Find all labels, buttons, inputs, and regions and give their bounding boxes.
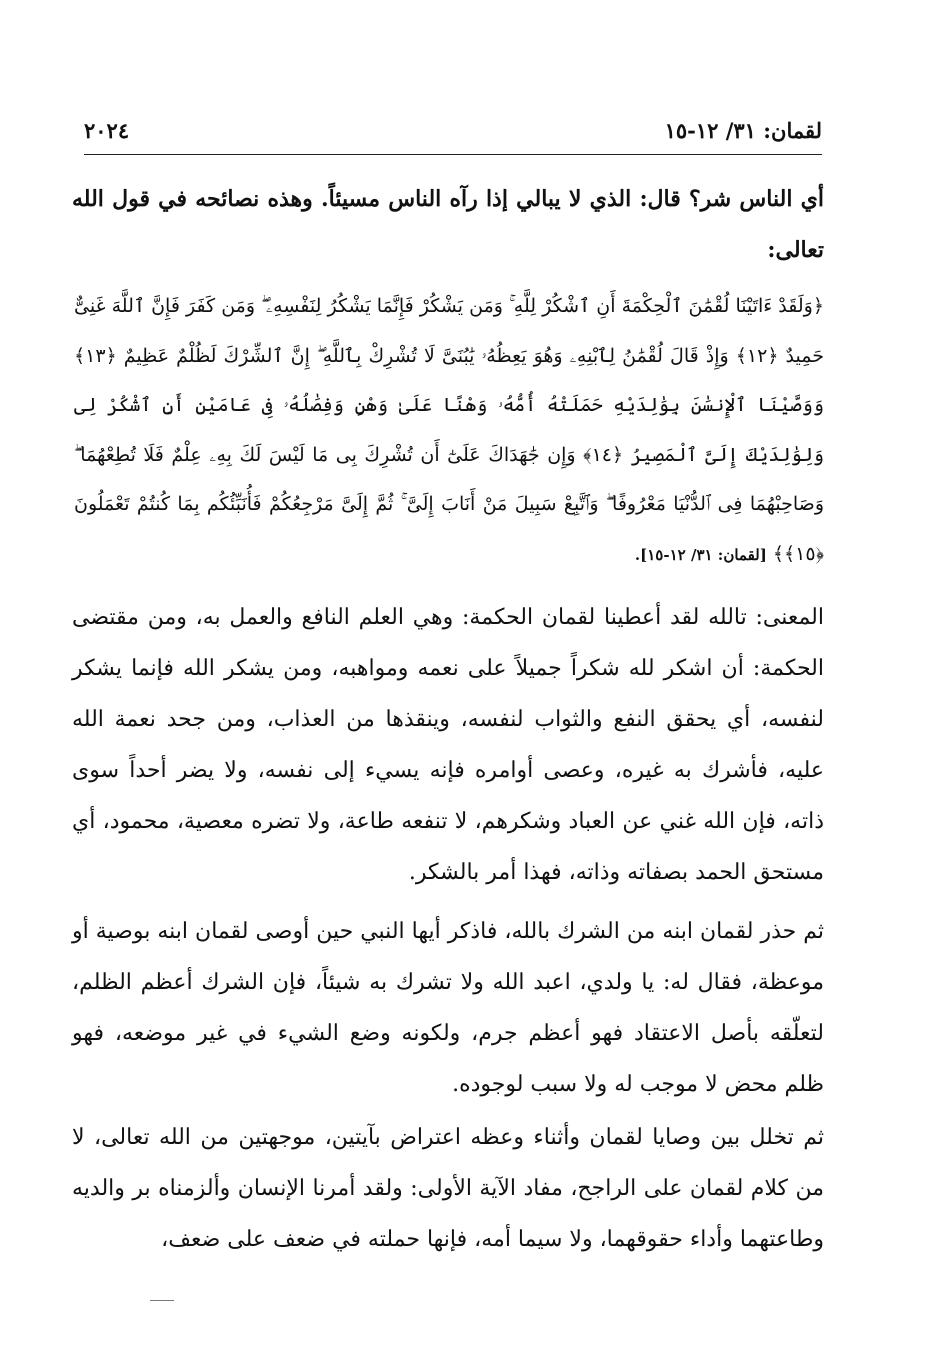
running-head: لقمان: ٣١/ ١٢-١٥ bbox=[664, 118, 822, 143]
quran-verses bbox=[74, 282, 824, 580]
page-number: ٢٠٢٤ bbox=[84, 118, 130, 143]
quran-text: ﴿وَلَقَدْ ءَاتَيْنَا لُقْمَٰنَ ٱلْحِكْمَةَ أَنِ ٱشْكُرْ لِلَّهِ ۚ وَمَن يَشْكُرْ فَإِنَّمَا يَشْكُرُ لِنَفْسِهِۦ ۖ وَمَن كَفَرَ فَإِنَّ ٱللَّهَ غَنِىٌّ حَمِيدٌ ﴿١٢﴾ وَإِذْ قَالَ لُقْمَٰنُ لِٱبْنِهِۦ وَهُوَ يَعِظُهُۥ يَٰبُنَىَّ لَا تُشْرِكْ بِٱللَّهِ ۖ إِنَّ ٱلشِّرْكَ لَظُلْمٌ عَظِيمٌ ﴿١٣﴾ وَوَصَّيْنَا ٱلْإِنسَٰنَ بِوَٰلِدَيْهِ حَمَلَتْهُ أُمُّهُۥ وَهْنًا عَلَىٰ وَهْنٍ وَفِصَٰلُهُۥ فِى عَامَيْنِ أَنِ ٱشْكُرْ لِى وَلِوَٰلِدَيْكَ إِلَىَّ ٱلْمَصِيرُ ﴿١٤﴾ وَإِن جَٰهَدَاكَ عَلَىٰٓ أَن تُشْرِكَ بِى مَا لَيْسَ لَكَ بِهِۦ عِلْمٌ فَلَا تُطِعْهُمَا ۖ وَصَاحِبْهُمَا فِى ٱلدُّنْيَا مَعْرُوفًا ۖ وَٱتَّبِعْ سَبِيلَ مَنْ أَنَابَ إِلَىَّ ۚ ثُمَّ إِلَىَّ مَرْجِعُكُمْ فَأُنَبِّئُكُم بِمَا كُنتُمْ تَعْمَلُونَ ﴿١٥﴾﴾ bbox=[74, 295, 824, 565]
verse-reference: [لقمان: ٣١/ ١٢-١٥]. bbox=[634, 545, 767, 564]
footer-mark bbox=[150, 1300, 174, 1301]
page-header bbox=[84, 112, 822, 155]
shirk-paragraph: ثم حذر لقمان ابنه من الشرك بالله، فاذكر أيها النبي حين أوصى لقمان ابنه بوصية أو موعظة، فقال له: يا ولدي، اعبد الله ولا تشرك به شيئاً، فإن الشرك أعظم الظلم، لتعلّقه بأصل الاعتقاد فهو أعظم جرم، ولكونه وضع الشيء في غير موضعه، فهو ظلم محض لا موجب له ولا سبب لوجوده. bbox=[72, 919, 824, 1097]
meaning-paragraph: المعنى: تالله لقد أعطينا لقمان الحكمة: وهي العلم النافع والعمل به، ومن مقتضى الحكمة: أن اشكر لله شكراً جميلاً على نعمه ومواهبه، ومن يشكر الله فإنما يشكر لنفسه، أي يحقق النفع والثواب لنفسه، وينقذها من العذاب، ومن جحد نعمة الله عليه، فأشرك به غيره، وعصى أوامره فإنه يسيء إلى نفسه، ولا يضر أحداً سوى ذاته، فإن الله غني عن العباد وشكرهم، لا تنفعه طاعة، ولا تضره معصية، محمود، أي مستحق الحمد بصفاته وذاته، فهذا أمر بالشكر. bbox=[72, 605, 824, 885]
wasaya-paragraph: ثم تخلل بين وصايا لقمان وأثناء وعظه اعتراض بآيتين، موجهتين من الله تعالى، لا من كلام لقمان على الراجح، مفاد الآية الأولى: ولقد أمرنا الإنسان وألزمناه بر والديه وطاعتهما وأداء حقوقهما، ولا سيما أمه، فإنها حملته في ضعف على ضعف، bbox=[72, 1125, 824, 1252]
intro-paragraph: أي الناس شر؟ قال: الذي لا يبالي إذا رآه الناس مسيئاً. وهذه نصائحه في قول الله تعالى: bbox=[72, 186, 824, 263]
